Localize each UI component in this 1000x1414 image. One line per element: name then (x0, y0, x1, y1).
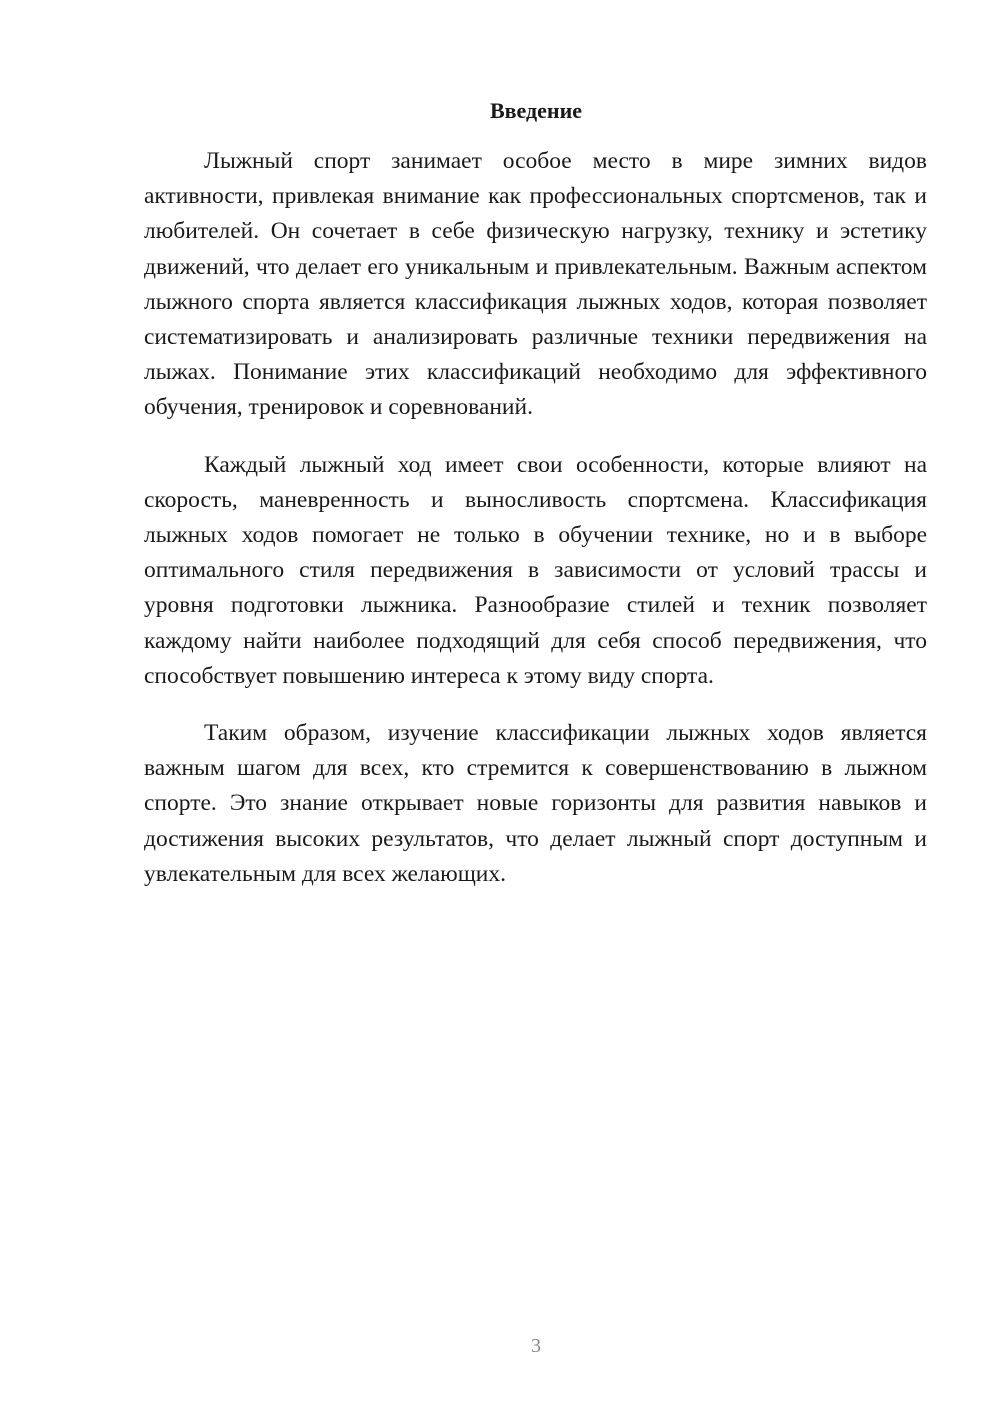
paragraph-3: Таким образом, изучение классификации лыжных ходов является важным шагом для всех, кто стремится к совершенствованию в лыжном спорте. Это знание открывает новые горизонты для развития навыков и достижения высоких результатов, что делает лыжный спорт доступным и увлекательным для всех желающих. (144, 720, 927, 887)
section-title: Введение (489, 98, 583, 123)
body-text (144, 144, 927, 914)
paragraph-2: Каждый лыжный ход имеет свои особенности, которые влияют на скорость, маневренность и выносливость спортсмена. Классификация лыжных ходов помогает не только в обучении технике, но и в выборе оптимального стиля передвижения в зависимости от условий трассы и уровня подготовки лыжника. Разнообразие стилей и техник позволяет каждому найти наиболее подходящий для себя способ передвижения, что способствует повышению интереса к этому виду спорта. (144, 451, 927, 689)
paragraph-1: Лыжный спорт занимает особое место в мире зимних видов активности, привлекая внимание как профессиональных спортсменов, так и любителей. Он сочетает в себе физическую нагрузку, технику и эстетику движений, что делает его уникальным и привлекательным. Важным аспектом лыжного спорта является классификация лыжных ходов, которая позволяет систематизировать и анализировать различные техники передвижения на лыжах. Понимание этих классификаций необходимо для эффективного обучения, тренировок и соревнований. (144, 148, 927, 421)
page-number: 3 (531, 1335, 541, 1357)
